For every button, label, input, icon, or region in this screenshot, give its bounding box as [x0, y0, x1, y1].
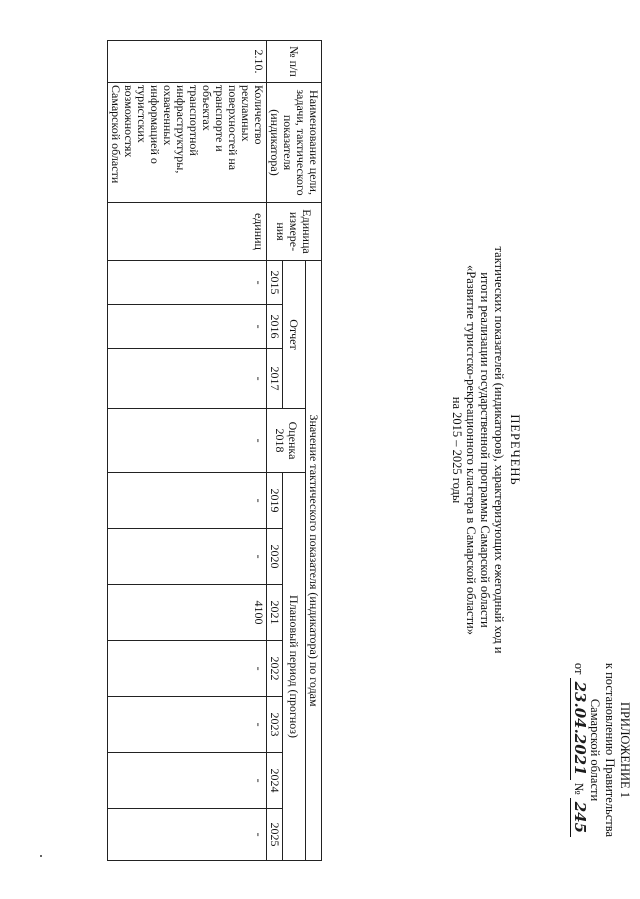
value-2022: -	[108, 641, 267, 697]
year-2022: 2022	[267, 641, 283, 697]
heading-line-1: тактических показателей (индикаторов), характеризующих ежегодный ход и	[492, 246, 506, 654]
year-2020: 2020	[267, 529, 283, 585]
document-heading	[450, 150, 522, 750]
appendix-title: ПРИЛОЖЕНИЕ 1	[618, 701, 632, 799]
header-unit: Единица измере-ния	[267, 203, 322, 261]
year-2021: 2021	[267, 585, 283, 641]
year-2023: 2023	[267, 697, 283, 753]
header-name: Наименование цели, задачи, тактического показателя (индикатора)	[267, 83, 322, 203]
year-2015: 2015	[267, 261, 283, 305]
header-num: № п/п	[267, 41, 322, 83]
year-2019: 2019	[267, 473, 283, 529]
row-name: Количество рекламных поверхностей на транспорте и объектах транспортной инфраструктуры, охваченных информацией о туристских возможностях Самарской области	[108, 83, 267, 203]
value-2016: -	[108, 305, 267, 349]
appendix-line-1: к постановлению Правительства	[603, 662, 617, 838]
table-row	[108, 41, 267, 861]
header-estimate: Оценка 2018	[267, 409, 306, 473]
value-2020: -	[108, 529, 267, 585]
row-num: 2.10.	[108, 41, 267, 83]
appendix-block	[571, 625, 632, 875]
from-label: от	[572, 662, 586, 675]
value-2025: -	[108, 809, 267, 861]
heading-line-2: итоги реализации государственной программы Самарской области	[478, 272, 492, 628]
value-2023: -	[108, 697, 267, 753]
heading-line-4: на 2015 – 2025 годы	[450, 396, 464, 504]
indicators-table	[107, 40, 322, 861]
value-2017: -	[108, 349, 267, 409]
value-2019: -	[108, 473, 267, 529]
header-values: Значение тактического показателя (индикатора) по годам	[306, 261, 322, 861]
heading-line-3: «Развитие туристско-рекреационного кластера в Самарской области»	[464, 265, 478, 635]
year-2016: 2016	[267, 305, 283, 349]
header-plan: Плановый период (прогноз)	[283, 473, 306, 861]
value-2015: -	[108, 261, 267, 305]
appendix-date-row	[571, 625, 587, 875]
header-report: Отчет	[283, 261, 306, 409]
handwritten-date: 23.04.2021	[570, 678, 589, 780]
handwritten-number: 245	[570, 798, 589, 837]
row-unit: единиц	[108, 203, 267, 261]
number-label: №	[572, 782, 586, 795]
appendix-line-2: Самарской области	[588, 698, 602, 802]
year-2017: 2017	[267, 349, 283, 409]
value-2024: -	[108, 753, 267, 809]
value-2021: 4100	[108, 585, 267, 641]
header-row-1	[306, 41, 322, 861]
scan-speck	[40, 855, 42, 857]
year-2024: 2024	[267, 753, 283, 809]
year-2025: 2025	[267, 809, 283, 861]
heading-title: ПЕРЕЧЕНЬ	[508, 414, 522, 486]
value-2018: -	[108, 409, 267, 473]
